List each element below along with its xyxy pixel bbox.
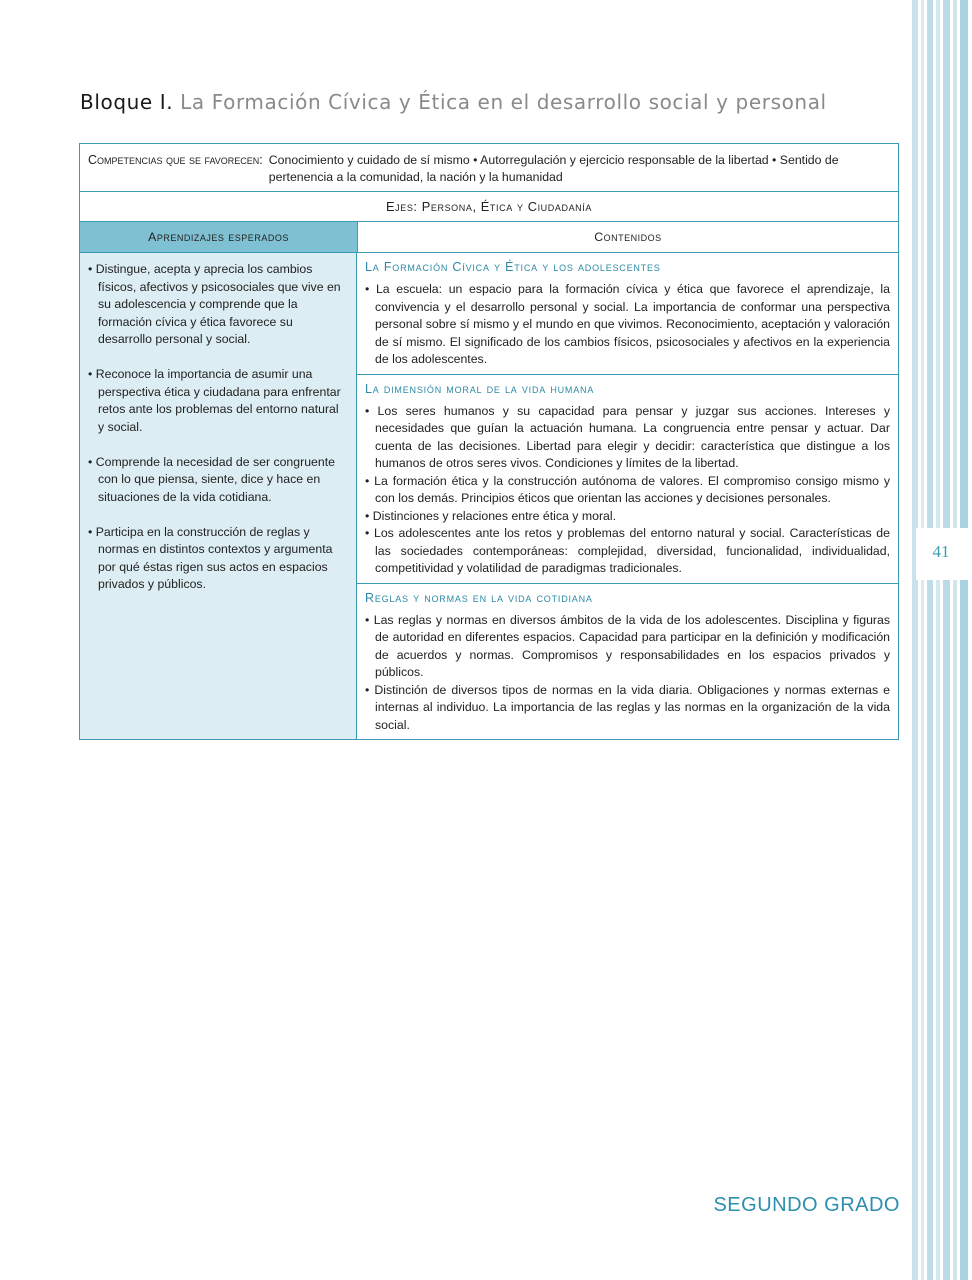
- content-item: • La formación ética y la construcción autónoma de valores. El compromiso consigo mismo y con los demás. Principios éticos que orientan las acciones y decisiones personales.: [365, 473, 890, 505]
- content-item: • Los adolescentes ante los retos y problemas del entorno natural y social. Características de las sociedades contemporáneas: complejidad, diversidad, funcionalidad, individualidad, competitividad y volatilidad de paradigmas tradicionales.: [365, 526, 890, 575]
- title-rest: La Formación Cívica y Ética en el desarrollo social y personal: [180, 90, 827, 114]
- body-row: [80, 253, 898, 739]
- ejes-row: Ejes: Persona, Ética y Ciudadanía: [80, 192, 898, 222]
- aprendizaje-item: • Distingue, acepta y aprecia los cambios físicos, afectivos y psicosociales que vive en su adolescencia y comprende que la formación cívica y ética favorece su desarrollo personal y social.: [88, 262, 341, 346]
- section-title: La Formación Cívica y Ética y los adolescentes: [365, 260, 661, 274]
- content-item: • Las reglas y normas en diversos ámbitos de la vida de los adolescentes. Disciplina y figuras de autoridad en diferentes espacios. Capacidad para participar en la definición y modificación de acuerdos y normas. Compromisos y responsabilidades en los espacios privados y públicos.: [365, 612, 890, 679]
- content-item: • Distinción de diversos tipos de normas en la vida diaria. Obligaciones y normas externas e internas al individuo. La importancia de las reglas y las normas en la organización de la vida social.: [365, 682, 890, 732]
- competencias-text: Conocimiento y cuidado de sí mismo • Autorregulación y ejercicio responsable de la libertad • Sentido de pertenencia a la comunidad, la nación y la humanidad: [268, 153, 839, 184]
- decorative-stripes: [912, 0, 972, 1280]
- page-title: [80, 90, 900, 114]
- contenidos-column: [357, 253, 898, 739]
- content-table: [79, 143, 899, 740]
- section-formacion-adolescentes: [357, 253, 898, 375]
- stripe: [943, 0, 950, 1280]
- title-lead: Bloque I.: [80, 90, 174, 114]
- aprendizaje-item: • Comprende la necesidad de ser congruente con lo que piensa, siente, dice y hace en situaciones de la vida cotidiana.: [88, 454, 335, 504]
- aprendizajes-header: Aprendizajes esperados: [80, 222, 358, 252]
- section-reglas-normas: [357, 584, 898, 740]
- aprendizaje-item: • Reconoce la importancia de asumir una perspectiva ética y ciudadana para enfrentar retos ante los problemas del entorno natural y social.: [88, 367, 341, 434]
- content-item: • Los seres humanos y su capacidad para pensar y juzgar sus acciones. Intereses y necesidades que guían la actuación humana. La congruencia entre pensar y actuar. Dar cuenta de las decisiones. Libertad para elegir y decidir: característica que distingue a los humanos de otros seres vivos. Condiciones y límites de la libertad.: [365, 403, 890, 470]
- stripe: [927, 0, 933, 1280]
- section-title: La dimensión moral de la vida humana: [365, 381, 595, 396]
- section-title: Reglas y normas en la vida cotidiana: [365, 590, 593, 605]
- stripe: [936, 0, 940, 1280]
- stripe: [921, 0, 924, 1280]
- stripe: [953, 0, 957, 1280]
- header-row: [80, 222, 898, 253]
- contenidos-header: Contenidos: [594, 230, 662, 244]
- competencias-row: [80, 144, 898, 192]
- page-number: 41: [932, 542, 950, 561]
- section-dimension-moral: [357, 375, 898, 584]
- aprendizaje-item: • Participa en la construcción de reglas y normas en distintos contextos y argumenta por qué éstas rigen sus actos en espacios privados y públicos.: [88, 524, 333, 591]
- content-item: • La escuela: un espacio para la formación cívica y ética que favorece el aprendizaje, la convivencia y el desarrollo personal y social. La importancia de conformar una perspectiva personal sobre sí mismo y el mundo en que vivimos. Reconocimiento, aceptación y valoración de sí mismo. El significado de los cambios físicos, psicosociales y afectivos en la experiencia de los adolescentes.: [365, 282, 890, 366]
- aprendizajes-column: [80, 253, 357, 739]
- footer-grade: SEGUNDO GRADO: [713, 1194, 900, 1216]
- stripe: [912, 0, 918, 1280]
- competencias-label: Competencias que se favorecen:: [88, 153, 263, 167]
- stripe: [960, 0, 968, 1280]
- content-item: • Distinciones y relaciones entre ética y moral.: [365, 508, 617, 523]
